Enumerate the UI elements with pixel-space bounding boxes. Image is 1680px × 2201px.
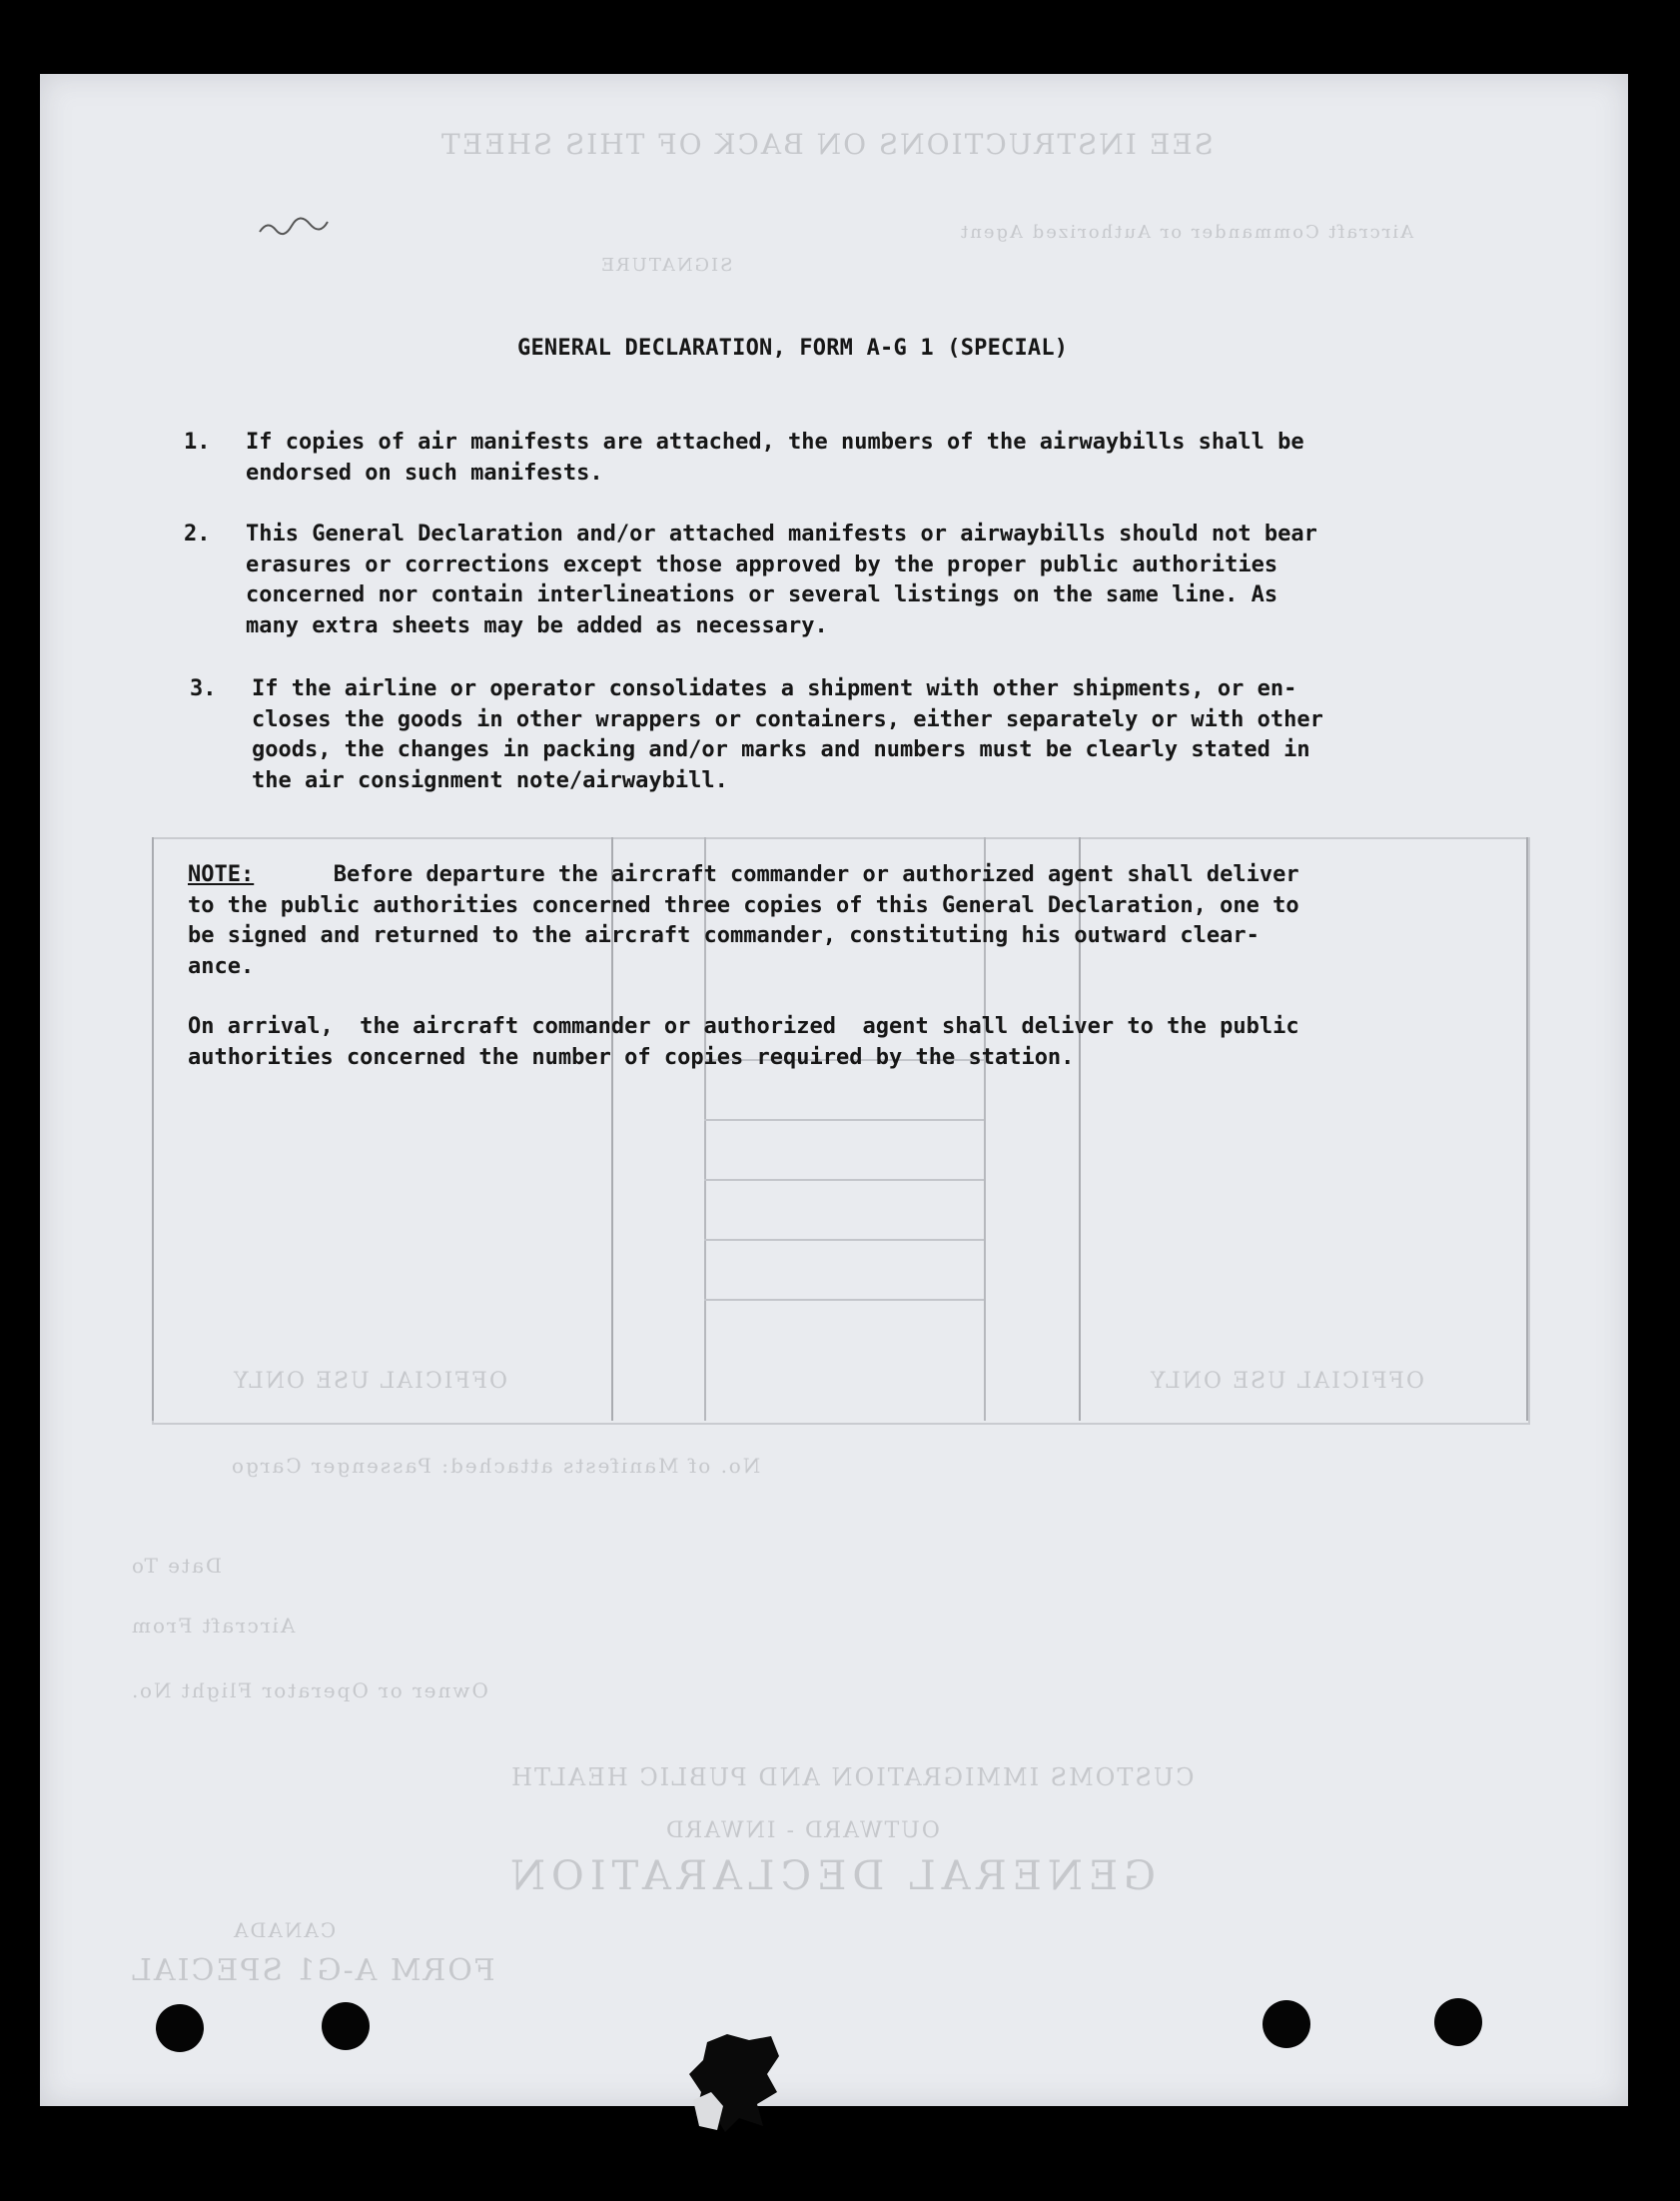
bleed-through-text: FORM A-G1 SPECIAL [130, 1953, 495, 1988]
bleed-through-text: OFFICIAL USE ONLY [1149, 1369, 1424, 1394]
bleed-through-text: OFFICIAL USE ONLY [232, 1369, 507, 1394]
bleed-through-text: CUSTOMS IMMIGRATION AND PUBLIC HEALTH [509, 1763, 1195, 1791]
punch-hole [1434, 1998, 1482, 2046]
item-1-text [246, 428, 1304, 489]
note-first-line-text: Before departure the aircraft commander or authorized agent shall deliver [254, 862, 1299, 887]
bleed-through-text: CANADA [232, 1918, 337, 1942]
item-line: goods, the changes in packing and/or marks and numbers must be clearly stated in [252, 737, 1310, 762]
handwritten-mark [258, 212, 338, 242]
bleed-through-text: OUTWARD - INWARD [664, 1818, 940, 1843]
note-line: ance. [188, 953, 255, 979]
table-divider-line [152, 837, 154, 1421]
arrival-line: authorities concerned the number of copies required by the station. [188, 1044, 1075, 1070]
table-row-line [704, 1239, 984, 1241]
torn-paper-damage [687, 2034, 783, 2134]
note-line: be signed and returned to the aircraft commander, constituting his outward clear- [188, 923, 1260, 948]
item-line: closes the goods in other wrappers or containers, either separately or with other [252, 706, 1323, 732]
item-3-text [252, 674, 1323, 796]
item-2-text [246, 520, 1317, 641]
bleed-through-text: SIGNATURE [599, 255, 733, 276]
item-line: erasures or corrections except those approved by the proper public authorities [246, 551, 1278, 577]
bleed-through-text: Aircraft From [130, 1614, 296, 1638]
item-number: 3. [190, 676, 217, 701]
bleed-through-text: Date To [130, 1554, 223, 1578]
table-row-line [704, 1179, 984, 1181]
bleed-through-text: SEE INSTRUCTIONS ON BACK OF THIS SHEET [439, 128, 1214, 161]
item-line: many extra sheets may be added as necessary. [246, 612, 828, 638]
note-block [188, 860, 1299, 1073]
item-number: 2. [184, 522, 211, 547]
item-line: If the airline or operator consolidates a shipment with other shipments, or en- [252, 676, 1297, 701]
bleed-through-text: No. of Manifests attached: Passenger Cargo [230, 1454, 761, 1478]
item-line: This General Declaration and/or attached manifests or airwaybills should not bear [246, 522, 1317, 547]
punch-hole [156, 2004, 204, 2052]
bleed-through-text: GENERAL DECLARATION [504, 1853, 1157, 1899]
document-title: GENERAL DECLARATION, FORM A-G 1 (SPECIAL) [517, 336, 1069, 361]
arrival-line: On arrival, the aircraft commander or authorized agent shall deliver to the public [188, 1014, 1299, 1039]
table-divider-line [1526, 837, 1528, 1421]
note-line: to the public authorities concerned three copies of this General Declaration, one to [188, 892, 1299, 918]
bleed-through-text: Aircraft Commander or Authorized Agent [959, 222, 1414, 243]
table-row-line [704, 1119, 984, 1121]
punch-hole [1262, 2000, 1310, 2048]
note-label: NOTE: [188, 862, 255, 887]
item-line: If copies of air manifests are attached, the numbers of the airwaybills shall be [246, 430, 1304, 455]
note-first-line [188, 860, 1299, 891]
item-line: the air consignment note/airwaybill. [252, 767, 728, 793]
item-number: 1. [184, 430, 211, 455]
item-line: concerned nor contain interlineations or several listings on the same line. As [246, 582, 1278, 607]
item-line: endorsed on such manifests. [246, 460, 603, 486]
bleed-through-text: Owner or Operator Flight No. [130, 1678, 488, 1702]
punch-hole [322, 2002, 370, 2050]
table-row-line [704, 1299, 984, 1301]
